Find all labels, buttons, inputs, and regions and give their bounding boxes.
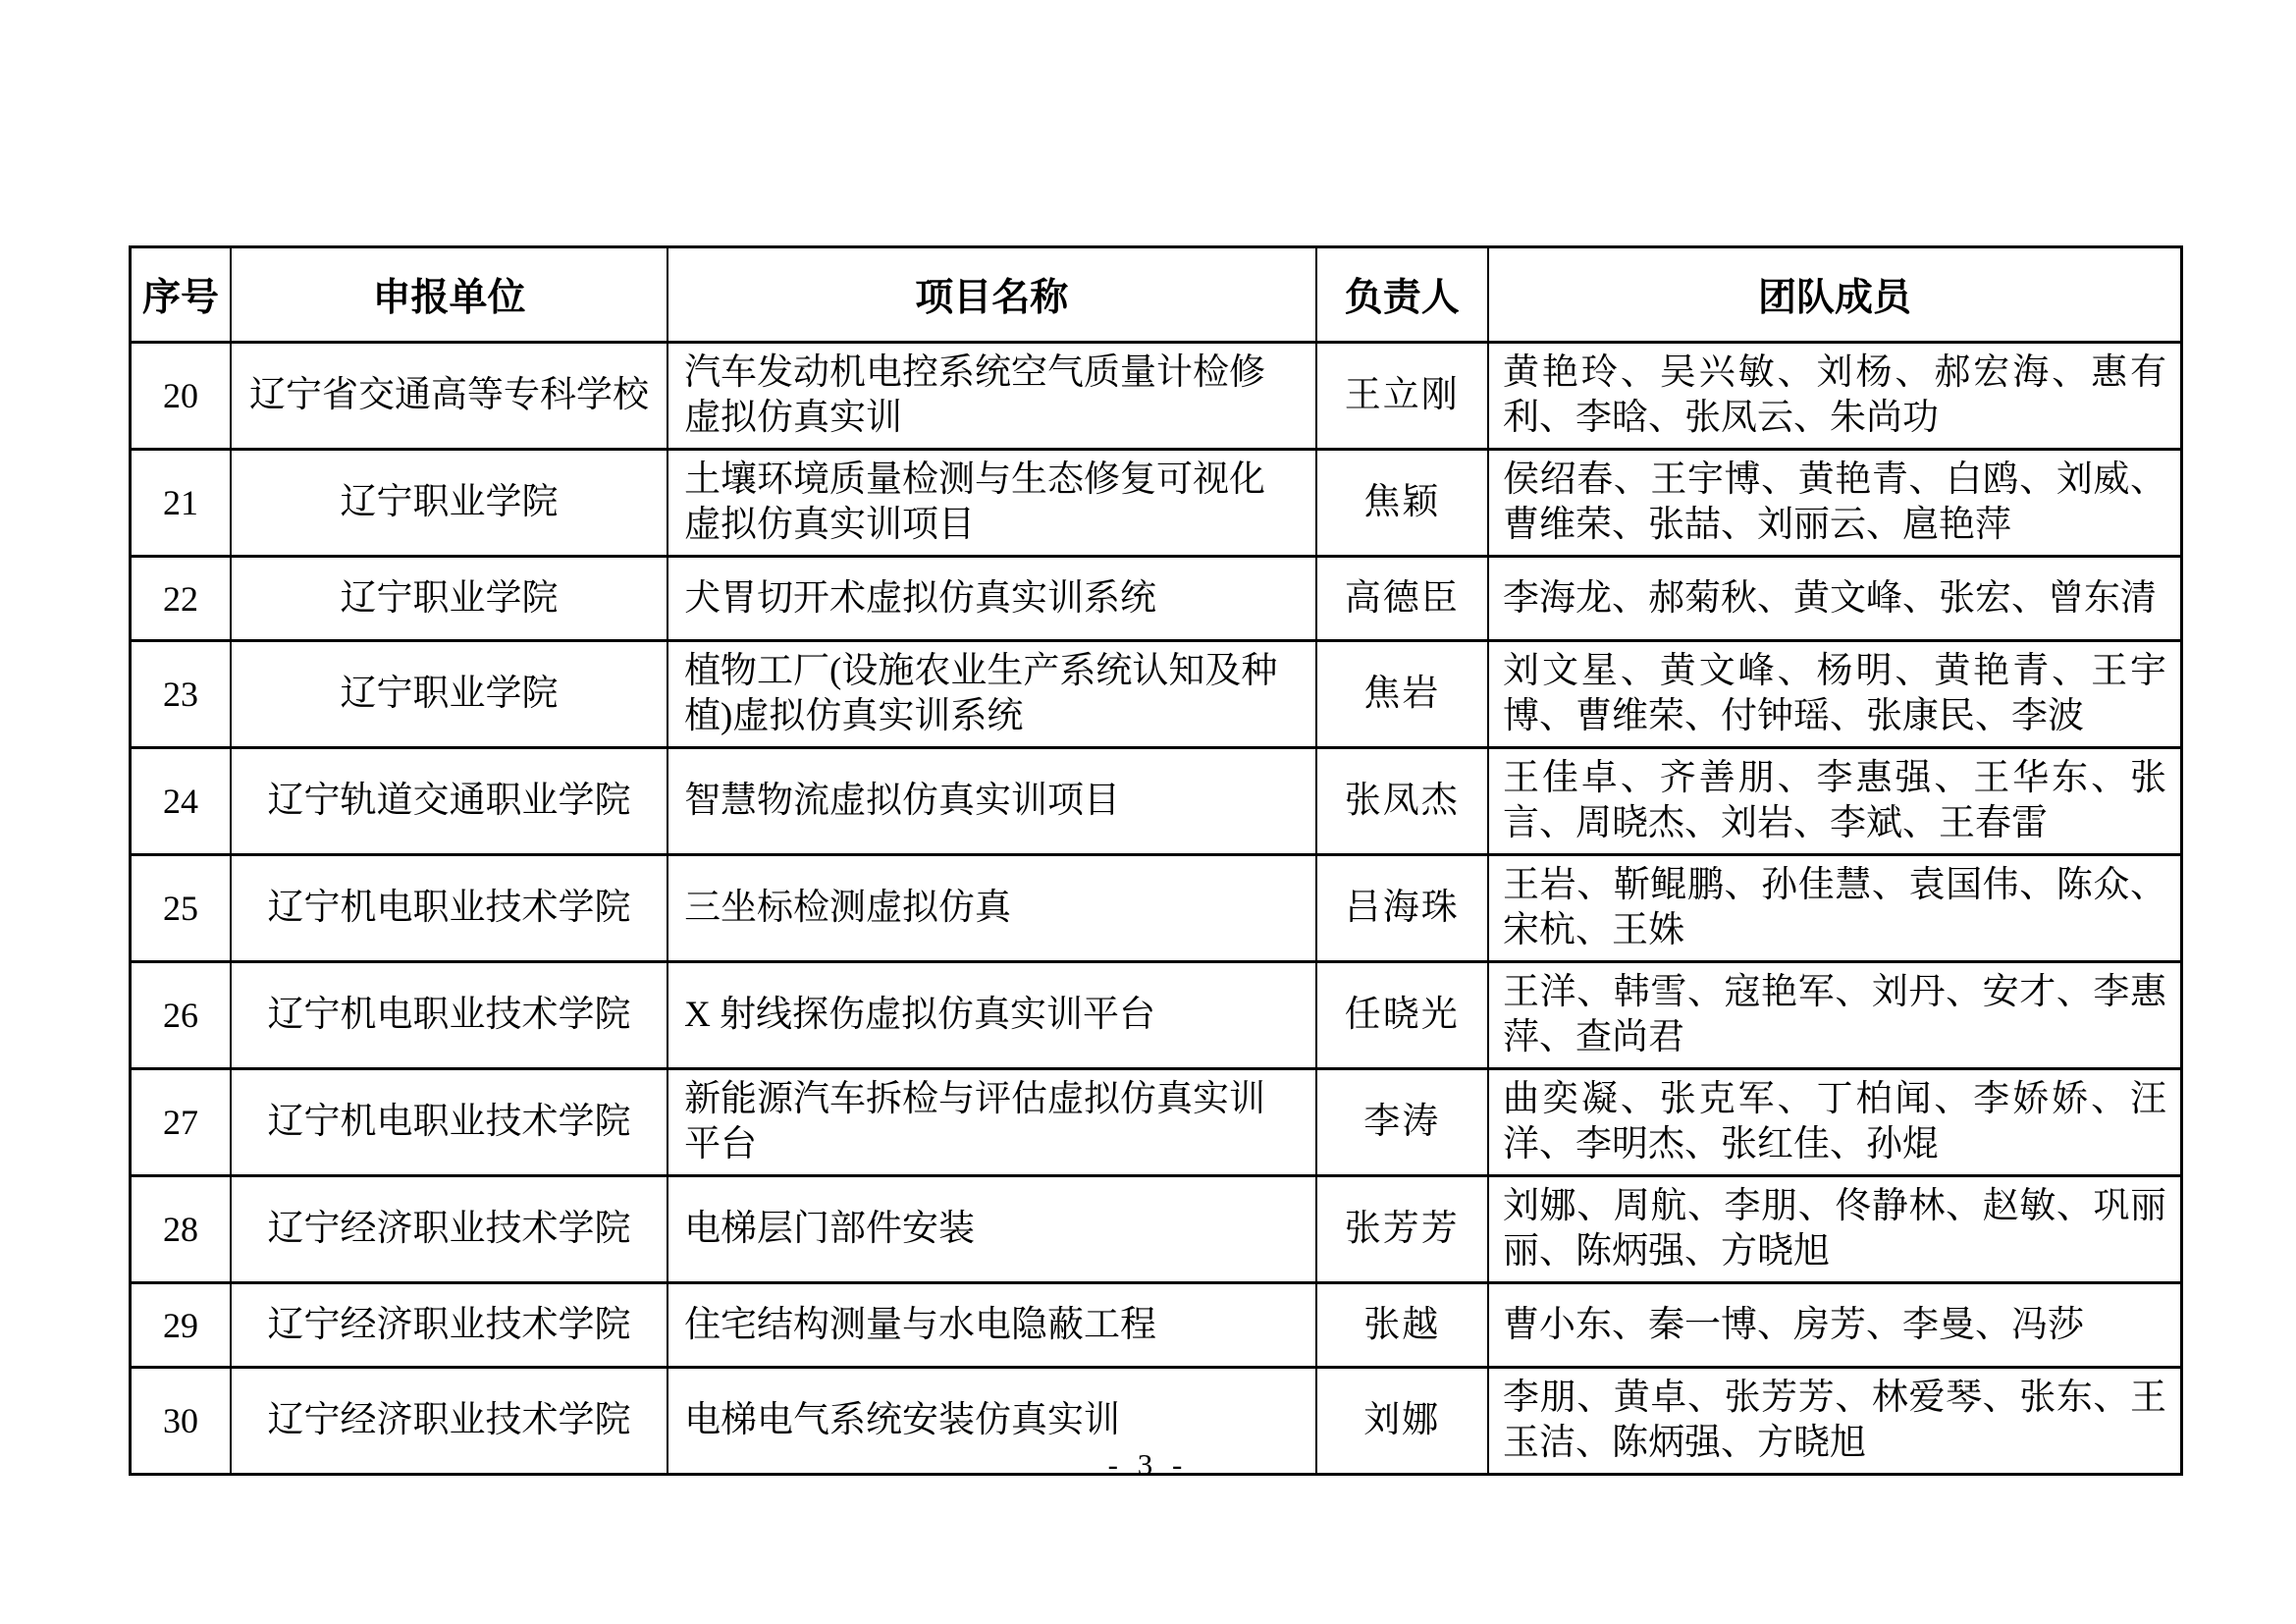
cell-team-members: 黄艳玲、吴兴敏、刘杨、郝宏海、惠有利、李晗、张凤云、朱尚功 [1488, 343, 2181, 450]
cell-project-name: 三坐标检测虚拟仿真 [667, 855, 1315, 962]
cell-applicant-unit: 辽宁职业学院 [231, 641, 667, 748]
cell-applicant-unit: 辽宁轨道交通职业学院 [231, 748, 667, 855]
cell-leader: 张芳芳 [1316, 1176, 1489, 1283]
cell-team-members: 王岩、靳鲲鹏、孙佳慧、袁国伟、陈众、宋杭、王姝 [1488, 855, 2181, 962]
cell-project-name: X 射线探伤虚拟仿真实训平台 [667, 962, 1315, 1069]
cell-applicant-unit: 辽宁经济职业技术学院 [231, 1283, 667, 1368]
cell-serial-number: 22 [131, 557, 231, 641]
column-header-team: 团队成员 [1488, 247, 2181, 343]
cell-serial-number: 29 [131, 1283, 231, 1368]
cell-serial-number: 24 [131, 748, 231, 855]
cell-applicant-unit: 辽宁职业学院 [231, 450, 667, 557]
cell-applicant-unit: 辽宁经济职业技术学院 [231, 1176, 667, 1283]
cell-leader: 张凤杰 [1316, 748, 1489, 855]
cell-project-name: 汽车发动机电控系统空气质量计检修虚拟仿真实训 [667, 343, 1315, 450]
cell-applicant-unit: 辽宁经济职业技术学院 [231, 1368, 667, 1475]
cell-team-members: 曹小东、秦一博、房芳、李曼、冯莎 [1488, 1283, 2181, 1368]
table-row [131, 855, 2182, 962]
cell-leader: 王立刚 [1316, 343, 1489, 450]
cell-serial-number: 25 [131, 855, 231, 962]
cell-serial-number: 21 [131, 450, 231, 557]
cell-leader: 任晓光 [1316, 962, 1489, 1069]
cell-project-name: 新能源汽车拆检与评估虚拟仿真实训平台 [667, 1069, 1315, 1176]
cell-applicant-unit: 辽宁机电职业技术学院 [231, 855, 667, 962]
table-row [131, 1069, 2182, 1176]
cell-leader: 焦岩 [1316, 641, 1489, 748]
cell-team-members: 李海龙、郝菊秋、黄文峰、张宏、曾东清 [1488, 557, 2181, 641]
column-header-project: 项目名称 [667, 247, 1315, 343]
cell-project-name: 电梯层门部件安装 [667, 1176, 1315, 1283]
cell-team-members: 侯绍春、王宇博、黄艳青、白鸥、刘威、曹维荣、张喆、刘丽云、扈艳萍 [1488, 450, 2181, 557]
cell-leader: 高德臣 [1316, 557, 1489, 641]
project-roster-table [129, 245, 2183, 1476]
table-row [131, 1176, 2182, 1283]
table-row [131, 450, 2182, 557]
cell-project-name: 植物工厂(设施农业生产系统认知及种植)虚拟仿真实训系统 [667, 641, 1315, 748]
cell-team-members: 曲奕凝、张克军、丁柏闻、李娇娇、汪洋、李明杰、张红佳、孙焜 [1488, 1069, 2181, 1176]
cell-project-name: 土壤环境质量检测与生态修复可视化虚拟仿真实训项目 [667, 450, 1315, 557]
table-row [131, 962, 2182, 1069]
cell-serial-number: 20 [131, 343, 231, 450]
cell-project-name: 电梯电气系统安装仿真实训 [667, 1368, 1315, 1475]
cell-leader: 吕海珠 [1316, 855, 1489, 962]
table-header-row [131, 247, 2182, 343]
cell-applicant-unit: 辽宁机电职业技术学院 [231, 962, 667, 1069]
page-number: - 3 - [1107, 1447, 1189, 1482]
cell-applicant-unit: 辽宁职业学院 [231, 557, 667, 641]
column-header-unit: 申报单位 [231, 247, 667, 343]
cell-serial-number: 28 [131, 1176, 231, 1283]
cell-team-members: 王佳卓、齐善朋、李惠强、王华东、张言、周晓杰、刘岩、李斌、王春雷 [1488, 748, 2181, 855]
cell-leader: 张越 [1316, 1283, 1489, 1368]
table-row [131, 1283, 2182, 1368]
column-header-leader: 负责人 [1316, 247, 1489, 343]
cell-project-name: 智慧物流虚拟仿真实训项目 [667, 748, 1315, 855]
table-row [131, 557, 2182, 641]
column-header-no: 序号 [131, 247, 231, 343]
cell-team-members: 刘文星、黄文峰、杨明、黄艳青、王宇博、曹维荣、付钟瑶、张康民、李波 [1488, 641, 2181, 748]
cell-serial-number: 26 [131, 962, 231, 1069]
table-row [131, 748, 2182, 855]
cell-serial-number: 30 [131, 1368, 231, 1475]
table-body [131, 343, 2182, 1475]
cell-leader: 焦颖 [1316, 450, 1489, 557]
cell-project-name: 住宅结构测量与水电隐蔽工程 [667, 1283, 1315, 1368]
cell-applicant-unit: 辽宁机电职业技术学院 [231, 1069, 667, 1176]
table-row [131, 343, 2182, 450]
cell-applicant-unit: 辽宁省交通高等专科学校 [231, 343, 667, 450]
cell-serial-number: 27 [131, 1069, 231, 1176]
cell-project-name: 犬胃切开术虚拟仿真实训系统 [667, 557, 1315, 641]
table-row [131, 641, 2182, 748]
cell-team-members: 刘娜、周航、李朋、佟静林、赵敏、巩丽丽、陈炳强、方晓旭 [1488, 1176, 2181, 1283]
cell-leader: 刘娜 [1316, 1368, 1489, 1475]
cell-leader: 李涛 [1316, 1069, 1489, 1176]
cell-team-members: 李朋、黄卓、张芳芳、林爱琴、张东、王玉洁、陈炳强、方晓旭 [1488, 1368, 2181, 1475]
cell-team-members: 王洋、韩雪、寇艳军、刘丹、安才、李惠萍、查尚君 [1488, 962, 2181, 1069]
cell-serial-number: 23 [131, 641, 231, 748]
